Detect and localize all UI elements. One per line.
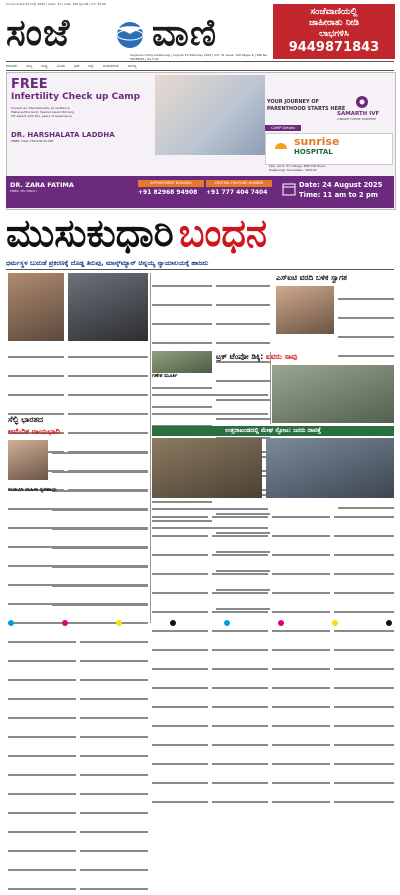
small-photo (152, 351, 212, 373)
bottom-left-text-b (80, 496, 148, 895)
mother-baby-photo (155, 75, 265, 155)
appt-label: APPOINTMENT BOOKING (138, 180, 204, 187)
bottom-col-2 (212, 504, 268, 808)
column-rule (150, 273, 151, 623)
help-phone: +91 777 404 7404 (206, 189, 268, 196)
flood-banner: ಉತ್ತರಾಖಂಡದಲ್ಲಿ ಮೇಘ ಸ್ಫೋಟ: ಜನರು ನಾಪತ್ತೆ (152, 426, 394, 436)
bottom-col-3 (272, 504, 330, 808)
hospital-name-2: HOSPITAL (294, 148, 333, 156)
address2: Kalaburagi, Karnataka - 585102 (269, 168, 317, 172)
doctor2-name: DR. ZARA FATIMA (10, 181, 74, 189)
doctor1-name: DR. HARSHALATA LADDHA (11, 131, 115, 139)
nav-item[interactable]: ಸಿನಿಮಾ (56, 64, 66, 68)
section-nav (6, 61, 394, 71)
ad-bottom-strip (6, 176, 394, 208)
ad-contact-box (273, 4, 395, 59)
sunrise-logo-icon (272, 138, 290, 156)
ad-consult3: IVF expert with 20+ years of experience (11, 114, 72, 118)
bottom-left-text-a (8, 496, 76, 895)
politician-photo (276, 286, 334, 334)
nav-item[interactable]: ಕಲಬುರಗಿ (6, 64, 18, 68)
masked-man-photo (68, 273, 148, 341)
truck-head-text: ಟ್ರಕ್ ಟೆಂಪೋ ಡಿಕ್ಕಿ: (216, 352, 266, 361)
truck-head-red: ಐವರು ಸಾವು (265, 352, 298, 361)
bottom-col-4 (334, 504, 394, 808)
ad-journey2: PARENTHOOD STARTS HERE (267, 106, 346, 112)
bottom-col-1 (152, 504, 208, 808)
doctor2-sub: MBBS, MS (OBGY) (10, 189, 37, 193)
ad-brand-tag: A BRIGHT FUTURE TOGETHER (337, 118, 376, 121)
bottom-left-head: ಸಂಜೀವಿನಿ ಮಹಿಳಾ ಸ್ವಸಹಾಯ (8, 487, 57, 493)
sunrise-box (265, 133, 393, 165)
column-rule (270, 352, 271, 424)
flood-photo-2 (266, 438, 394, 498)
hospital-name: sunrise (294, 135, 340, 148)
ad-free: FREE (11, 77, 48, 92)
address1: Opp. Govt. ITI College, MSK Mill Road, (269, 164, 326, 168)
flood-photo-1 (152, 438, 262, 498)
truck-head (216, 352, 394, 362)
ad-journey1: YOUR JOURNEY OF (267, 99, 319, 105)
ad-phone: 9449871843 (288, 40, 380, 55)
ad-consult: Consult an internationally accredited & (11, 106, 70, 110)
nav-item[interactable]: ಕ್ರೀಡೆ (74, 64, 80, 68)
rao-head-1: ಸೆಲ್ಫಿ ಭಾರತದ (8, 415, 43, 424)
appt-phone: +91 82968 94908 (138, 189, 198, 196)
samarth-logo-icon (352, 95, 372, 109)
globe-bird-icon (110, 20, 150, 50)
headline-part1: ಮುಸುಕುಧಾರಿ (6, 210, 174, 255)
ambassador-photo (8, 440, 48, 480)
headline-subline: ಧರ್ಮಸ್ಥಳ ಬುರುಡೆ ಪ್ರಕರಣಕ್ಕೆ ದೊಡ್ಡ ತಿರುವು, ಮಾಸ್ಕ್‌ಮ್ಯಾನ್ ಚಿನ್ನಯ್ಯ ನ್ಯಾಯಾಲಯಕ್ಕೆ ಹಾಜರು (6, 258, 394, 270)
camp-date: Date: 24 August 2025 (299, 181, 383, 189)
masthead-logo (6, 10, 264, 54)
ad-consult2: Maharashtra Govt. Special Award Winning (11, 110, 75, 114)
main-headline (6, 210, 394, 256)
camp-details-tag: CAMP Details (265, 125, 301, 131)
ad-line2: ಜಾಹೀರಾತು ನೀಡಿ (309, 18, 359, 28)
headline-part2: ಬಂಧನ (178, 210, 268, 255)
camp-time: Time: 11 am to 2 pm (299, 191, 378, 199)
nav-item[interactable]: ವಾಣಿಜ್ಯ (127, 64, 137, 68)
registration-marks (8, 620, 392, 626)
accident-photo (272, 365, 394, 423)
ad-line1: ಸಂಜೆವಾಣಿಯಲ್ಲಿ (310, 7, 358, 17)
doctor1-sub: MBBS, DGO, FELLOW IN ART (11, 139, 54, 143)
title-right: ವಾಣಿ (152, 10, 218, 54)
help-label: CENTRAL HELPLINE NUMBER (206, 180, 272, 187)
ad-brand: SAMARTH IVF (337, 111, 380, 117)
nav-item[interactable]: ರಾಷ್ಟ್ರ (41, 64, 48, 68)
dateline-en: Sanjevani Daily Kalaburagi | August 23 Saturday 2025 | Vol: 31 Issue: 190 Pages 8 | RNI No: 58188/94 | Rs.3.00 (130, 53, 268, 61)
mid-col-head: ಗಣೇಶ ಮೂರ್ತಿ (152, 373, 178, 379)
nav-item[interactable]: ಸಂಪಾದಕೀಯ (102, 64, 119, 68)
ganesha-head: ಎಸ್‌ಐಟಿ ವರದಿ ಬಳಿಕ ಸ್ವಾಗತ (276, 273, 347, 282)
calendar-icon (282, 182, 296, 196)
ad-camp: Infertility Check up Camp (11, 92, 141, 102)
title-left: ಸಂಜೆ (6, 10, 71, 54)
rao-head-2: ಅಮೆರಿಕ ರಾಯಭಾರಿ (8, 427, 60, 436)
dateline: ಕಲಬುರಗಿ ಶನಿವಾರ 23 ಆಗಸ್ಟ್ 2025 | ಸಂಪುಟ: 31 | ಸಂಚಿಕೆ: 190 ಪುಟ 08 | ಬೆಲೆ: ₹3.00 (6, 2, 106, 6)
nav-item[interactable]: ರಾಜ್ಯ (26, 64, 33, 68)
person-photo (8, 273, 64, 341)
ad-line3: ಲಾಭಗಳಿಸಿ (319, 29, 349, 39)
nav-item[interactable]: ಜಿಲ್ಲೆ (88, 64, 94, 68)
